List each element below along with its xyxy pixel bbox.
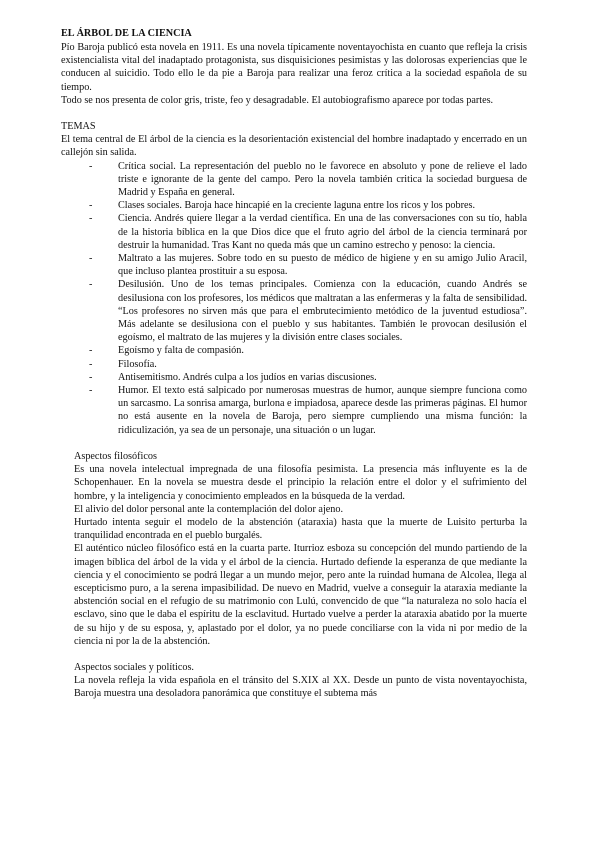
list-item-text: Filosofía. [118, 358, 157, 370]
filosoficos-body [61, 463, 527, 648]
list-item [89, 371, 527, 384]
list-item-text: Maltrato a las mujeres. Sobre todo en su puesto de médico de higiene y en su amigo Julio Aracil, que incluso plantea prostituir a su esposa. [118, 253, 527, 278]
sociales-paragraph: La novela refleja la vida española en el tránsito del S.XIX al XX. Desde un punto de vista noventayochista, Baroja muestra una desoladora panorámica que constituye el subtema más [74, 675, 527, 700]
list-item [89, 384, 527, 437]
document-title: EL ÁRBOL DE LA CIENCIA [61, 28, 192, 39]
list-item-text: Crítica social. La representación del pueblo no le favorece en absoluto y pone de relieve el lado triste e ignorante de la gente del campo. Pero la novela también critica la sociedad burguesa de Madrid y España en general. [118, 160, 527, 199]
spacer [61, 648, 527, 661]
sociales-heading: Aspectos sociales y políticos. [74, 661, 194, 673]
list-item [89, 344, 527, 357]
dash-bullet: - [89, 253, 93, 265]
list-item-text: Egoísmo y falta de compasión. [118, 345, 244, 357]
dash-bullet: - [89, 279, 93, 291]
dash-bullet: - [89, 213, 93, 225]
filosoficos-paragraph: Es una novela intelectual impregnada de una filosofía pesimista. La presencia más influyente es la de Schopenhauer. En la novela se muestra desde el principio la relación entre el dolor y el sufrimiento del hombre, y la inteligencia y conocimiento empleados en la búsqueda de la verdad. [74, 464, 527, 502]
spacer [61, 107, 527, 120]
list-item-text: Clases sociales. Baroja hace hincapié en la creciente laguna entre los ricos y los pobres. [118, 200, 475, 212]
list-item [89, 199, 527, 212]
dash-bullet: - [89, 385, 93, 397]
list-item [89, 212, 527, 252]
list-item-text: Desilusión. Uno de los temas principales. Comienza con la educación, cuando Andrés se desilusiona con los profesores, los médicos que maltratan a las enfermeras y la falta de sensibilidad. “Los profesores no sirven más que para el embrutecimiento metódico de la juventud estudiosa”. Más adelante se desilusiona con el pueblo y sus habitantes. También le provocan desilusión el egoísmo, el maltrato de las mujeres y la división entre clases sociales. [118, 279, 527, 344]
filosoficos-paragraph: El alivio del dolor personal ante la contemplación del dolor ajeno. [74, 503, 344, 515]
temas-heading: TEMAS [61, 121, 96, 133]
dash-bullet: - [89, 345, 93, 357]
sociales-body [61, 674, 527, 700]
spacer [61, 437, 527, 450]
dash-bullet: - [89, 358, 93, 370]
dash-bullet: - [89, 160, 93, 172]
filosoficos-paragraph: El auténtico núcleo filosófico está en la cuarta parte. Iturrioz esboza su concepción del mundo partiendo de la imagen bíblica del árbol de la vida y el árbol de la ciencia. Hurtado defiende la esperanza de que mediante la ciencia y el conocimiento se podrá llegar a un mundo mejor, pero ante la ruindad humana de Alcolea, llega al escepticismo puro, a la serena impasibilidad. De nuevo en Madrid, vuelve a conseguir la ataraxia mediante la abstención social en el refugio de su matrimonio con Lulú, convencido de que “la naturaleza no solo hacía el esclavo, sino que le daba el espíritu de la esclavitud. Hurtado vuelve a perder la ataraxia abatido por la muerte de su hijo y de su esposa, y, aplastado por el dolor, ya no puede conciliarse con la vida ni por medio de la ciencia ni por la de la abstención. [74, 543, 527, 647]
list-item [89, 278, 527, 344]
list-item [89, 358, 527, 371]
filosoficos-heading: Aspectos filosóficos [74, 450, 157, 462]
temas-list [61, 160, 527, 437]
dash-bullet: - [89, 200, 93, 212]
list-item-text: Humor. El texto está salpicado por numerosas muestras de humor, aunque siempre funciona como un sarcasmo. La sonrisa amarga, burlona e impiadosa, aparece desde las primeras páginas. El humor no está ausente en la novela de Baroja, pero siempre cumpliendo una misma función: la ridiculización, ya sea de un personaje, una situación o un lugar. [118, 385, 527, 436]
list-item [89, 160, 527, 200]
intro-paragraph: Todo se nos presenta de color gris, triste, feo y desagradable. El autobiografismo aparece por todas partes. [61, 94, 494, 106]
temas-intro: El tema central de El árbol de la ciencia es la desorientación existencial del hombre inadaptado y encerrado en un callejón sin salida. [61, 134, 527, 159]
intro-paragraph: Pío Baroja publicó esta novela en 1911. Es una novela típicamente noventayochista en cuanto que refleja la crisis existencialista vital del inadaptado protagonista, sus disquisiciones pesimistas y las dolorosas experiencias que le conducen al suicidio. Todo ello le da pie a Baroja para realizar una feroz crítica a la sociedad española de su tiempo. [61, 42, 527, 93]
list-item-text: Ciencia. Andrés quiere llegar a la verdad científica. En una de las conversaciones con su tío, habla de la historia bíblica en la que Dios dice que el fruto agrio del árbol de la ciencia terminará por destruir la humanidad. Tras Kant no queda más que un camino estrecho y penoso: la ciencia. [118, 213, 527, 251]
filosoficos-paragraph: Hurtado intenta seguir el modelo de la abstención (ataraxia) hasta que la muerte de Luisito perturba la tranquilidad encontrada en el pueblo burgalés. [74, 516, 527, 542]
list-item-text: Antisemitismo. Andrés culpa a los judíos en varias discusiones. [118, 371, 377, 383]
dash-bullet: - [89, 371, 93, 383]
list-item [89, 252, 527, 278]
